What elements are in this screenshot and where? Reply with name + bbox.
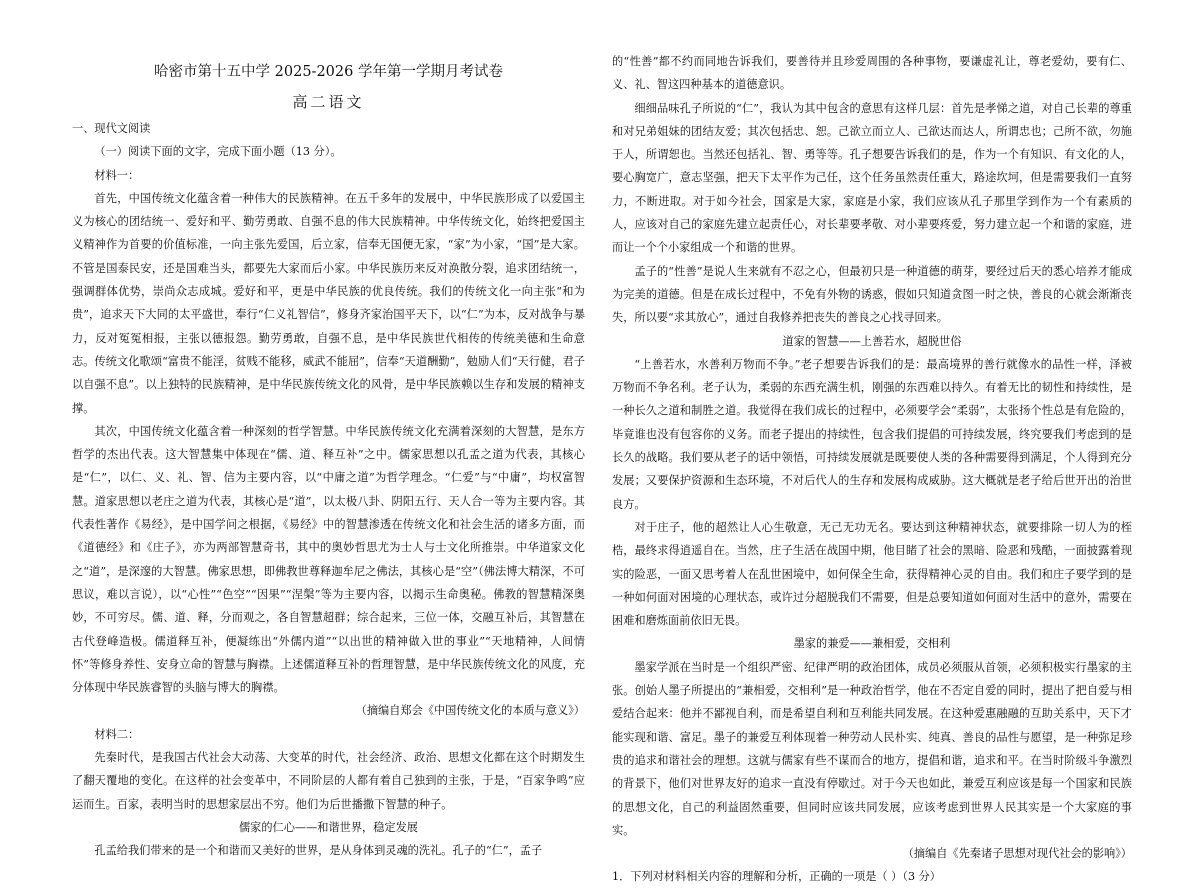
subheading-taoist: 道家的智慧——上善若水，超脱世俗 bbox=[782, 334, 962, 348]
paragraph: 先秦时代，是我国古代社会大动荡、大变革的时代，社会经济、政治、思想文化都在这个时期发生了翻天覆地的变化。在这样的社会变革中，不同阶层的人都有着自己独到的主张，于是，“百家争鸣”应运而生。百家，表明当时的思想家层出不穷。他们为后世播撒下智慧的种子。 bbox=[72, 751, 585, 811]
paragraph: 孔孟给我们带来的是一个和谐而又美好的世界，是从身体到灵魂的洗礼。孔子的“仁”，孟子 bbox=[94, 844, 543, 858]
paragraph: 对于庄子，他的超然让人心生敬意，无己无功无名。要达到这种精神状态，就要排除一切人为的桎梏，最终求得逍遥自在。当然，庄子生活在战国中期，他目睹了社会的黑暗、险恶和残酷，一面披露着现实的险恶，一面又思考着人在乱世困境中，如何保全生命，获得精神心灵的自由。我们和庄子要学到的是一种如何面对困境的心理状态，或许过分超脱我们不需要，但是总要知道如何面对生活中的意外，需要在困难和磨炼面前依旧无畏。 bbox=[612, 520, 1132, 628]
subheading-confucian: 儒家的仁心——和谐世界，稳定发展 bbox=[238, 820, 418, 834]
subheading-mohist: 墨家的兼爱——兼相爱，交相利 bbox=[793, 637, 951, 651]
material-1-label: 材料一： bbox=[94, 168, 140, 182]
question-1: 1．下列对材料相关内容的理解和分析，正确的一项是（ ）（3 分） bbox=[612, 870, 941, 884]
paragraph: “上善若水，水善利万物而不争。”老子想要告诉我们的是：最高境界的善行就像水的品性一样，泽被万物而不争名利。老子认为，柔弱的东西充满生机，刚强的东西难以持久。有着无比的韧性和持续性，是一种长久之道和制胜之道。我觉得在我们成长的过程中，必须要学会“柔弱”，太张扬个性总是有危险的，毕竟谁也没有包容你的义务。而老子提出的持续性，包含我们提倡的可持续发展，终究要我们考虑到的是长久的战略。我们要从老子的话中领悟，可持续发展就是既要使人类的各种需要得到满足，个人得到充分发展；又要保护资源和生态环境，不对后代人的生存和发展构成威胁。这大概就是老子给后世开出的治世良方。 bbox=[612, 357, 1132, 511]
material-2-label: 材料二： bbox=[94, 727, 140, 741]
left-column bbox=[72, 50, 585, 863]
exam-title: 哈密市第十五中学 2025-2026 学年第一学期月考试卷 bbox=[154, 64, 503, 80]
paragraph: 墨家学派在当时是一个组织严密、纪律严明的政治团体，成员必须服从首领，必须积极实行墨家的主张。创始人墨子所提出的“兼相爱，交相利”是一种政治哲学，他在不否定自爱的同时，提出了把自爱与相爱结合起来：他并不鄙视自利，而是希望自利和互利能共同发展。在这种爱惠融融的互助关系中，天下才能实现和谐、富足。墨子的兼爱互利体现着一种劳动人民朴实、纯真、善良的品性与愿望，是一种弥足珍贵的追求和谐社会的理想。这就与儒家有些不谋而合的地方，提倡和谐，追求和平。在当时阶级斗争激烈的背景下，他们对世界友好的追求一直没有停歇过。对于今天也如此，兼爱互利应该是每一个国家和民族的思想文化，自己的利益固然重要，但同时应该共同发展，应该考虑到世界人民其实是一个大家庭的事实。 bbox=[612, 660, 1132, 837]
paragraph: 的“性善”都不约而同地告诉我们，要善待并且珍爱周围的各种事物，要谦虚礼让，尊老爱幼，要有仁、义、礼、智这四种基本的道德意识。 bbox=[612, 55, 1132, 92]
section-heading: 一、现代文阅读 bbox=[72, 122, 151, 135]
reading-instruction: （一）阅读下面的文字，完成下面小题（13 分）。 bbox=[94, 145, 342, 159]
material-1-source: （摘编自郑会《中国传统文化的本质与意义》） bbox=[355, 704, 585, 718]
paragraph: 孟子的“性善”是说人生来就有不忍之心，但最初只是一种道德的萌芽，要经过后天的悉心培养才能成为完美的道德。但是在成长过程中，不免有外物的诱惑，假如只知道贪图一时之快，善良的心就会渐渐丧失，所以要“求其放心”，通过自我修养把丧失的善良之心找寻回来。 bbox=[612, 264, 1132, 325]
exam-subtitle: 高二语文 bbox=[292, 93, 365, 111]
paragraph: 其次，中国传统文化蕴含着一种深刻的哲学智慧。中华民族传统文化充满着深刻的大智慧，是东方哲学的杰出代表。这大智慧集中体现在“儒、道、释互补”之中。儒家思想以孔孟之道为代表，其核心是“仁”，以仁、义、礼、智、信为主要内容，以“中庸之道”为哲学理念。“仁爱”与“中庸”，均权富智慧。道家思想以老庄之道为代表，其核心是“道”，以太极八卦、阴阳五行、天人合一等为主要内容。其代表性著作《易经》，是中国学问之根据，《易经》中的智慧渗透在传统文化和社会生活的诸多方面，而《道德经》和《庄子》，亦为两部智慧奇书，其中的奥妙哲思尤为士人与士文化所推崇。中华道家文化之“道”，是深邃的大智慧。佛家思想，即佛教世尊释迦牟尼之佛法，其核心是“空”（佛法博大精深，不可思议，难以言说），以“心性”“色空”“因果”“涅槃”等为主要内容，以揭示生命奥秘。佛教的智慧精深奥妙，不可穷尽。儒、道、释，分而观之，各自智慧超群；综合起来，三位一体，交融互补后，其智慧在古代登峰造极。儒道释互补，便凝练出“外儒内道”“以出世的精神做入世的事业”“天地精神，人间情怀”等修身养性、安身立命的智慧与胸襟。上述儒道释互补的哲理智慧，是中华民族传统文化的风度，充分体现中华民族睿智的头脑与博大的胸襟。 bbox=[72, 424, 585, 695]
right-column bbox=[612, 50, 1132, 889]
material-2-source: （摘编自《先秦诸子思想对现代社会的影响》） bbox=[902, 847, 1132, 861]
paragraph: 首先，中国传统文化蕴含着一种伟大的民族精神。在五千多年的发展中，中华民族形成了以爱国主义为核心的团结统一、爱好和平、勤劳勇敢、自强不息的伟大民族精神。中华传统文化，始终把爱国主义精神作为首要的价值标准，一向主张先爱国，后立家，信奉无国便无家，“家”为小家，“国”是大家。不管是国泰民安，还是国难当头，都要先大家而后小家。中华民族历来反对涣散分裂，追求团结统一，强调群体优势，崇尚众志成城。爱好和平，更是中华民族的优良传统。我们的传统文化一向主张“和为贵”，追求天下大同的太平盛世，奉行“仁义礼智信”，修身齐家治国平天下，以“仁”为本，反对战争与暴力，反对冤冤相报，主张以德报怨。勤劳勇敢，自强不息，是中华民族世代相传的传统美德和生命意志。传统文化歌颂“富贵不能淫，贫贱不能移，威武不能屈”，信奉“天道酬勤”，勉励人们“天行健，君子以自强不息”。以上独特的民族精神，是中华民族传统文化的风骨，是中华民族赖以生存和发展的精神支撑。 bbox=[72, 191, 585, 415]
paragraph: 细细品味孔子所说的“仁”，我认为其中包含的意思有这样几层：首先是孝悌之道，对自己长辈的尊重和对兄弟姐妹的团结友爱；其次包括忠、恕。己欲立而立人、己欲达而达人，所谓忠也；己所不欲，勿施于人，所谓恕也。当然还包括礼、智、勇等等。孔子想要告诉我们的是，作为一个有知识、有文化的人，要心胸宽广，意志坚强，把天下太平作为己任，这个任务虽然责任重大，路途坎坷，但是需要我们一直努力，不断进取。对于如今社会，国家是大家，家庭是小家，我们应该从孔子那里学到作为一个有素质的人，应该对自己的家庭先建立起责任心，对长辈要孝敬、对小辈要疼爱，努力建立起一个和谐的家庭，进而让一个个小家组成一个和谐的世界。 bbox=[612, 101, 1132, 255]
